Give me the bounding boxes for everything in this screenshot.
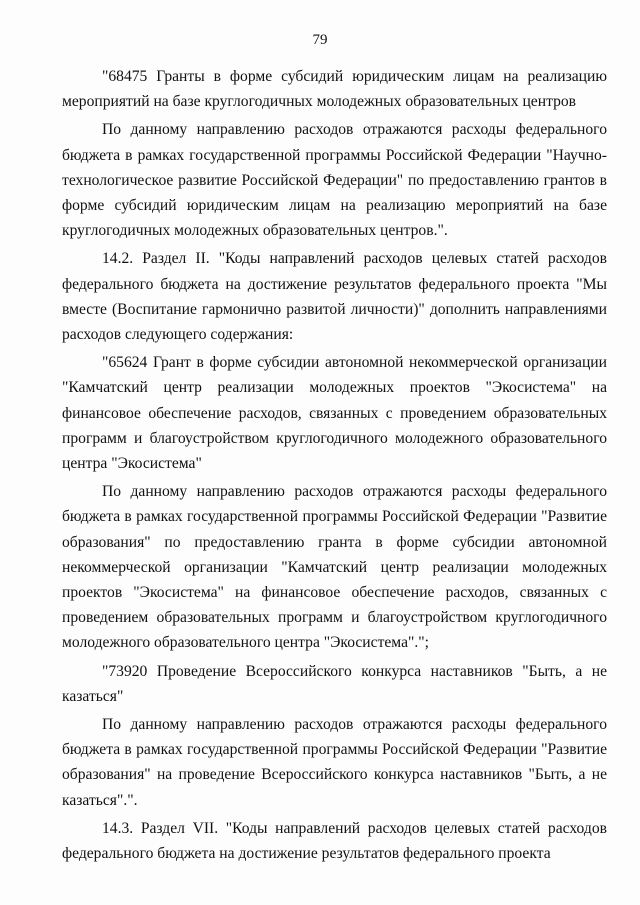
paragraph-14-3-section-vii: 14.3. Раздел VII. "Коды направлений расходов целевых статей расходов федерального бюджета на достижение результатов федерального проекта [62,819,607,863]
paragraph-14-2-section-ii: 14.2. Раздел II. "Коды направлений расходов целевых статей расходов федерального бюджета на достижение результатов федерального проекта "Мы вместе (Воспитание гармонично развитой личности)" дополнить направлениями расходов следующего содержания: [62,250,607,344]
page-number: 79 [312,32,328,48]
paragraph-73920-contest: "73920 Проведение Всероссийского конкурса наставников "Быть, а не казаться" [62,662,607,705]
paragraph-68475-grants: "68475 Гранты в форме субсидий юридическим лицам на реализацию мероприятий на базе круглогодичных молодежных образовательных центров [62,68,607,111]
paragraph-73920-description: По данному направлению расходов отражаются расходы федерального бюджета в рамках государственной программы Российской Федерации "Развитие образования" на проведение Всероссийского конкурса наставников "Быть, а не казаться".". [62,716,607,809]
document-body [62,64,607,869]
paragraph-65624-description: По данному направлению расходов отражаются расходы федерального бюджета в рамках государственной программы Российской Федерации "Развитие образования" по предоставлению гранта в форме субсидии автономной некоммерческой организации "Камчатский центр реализации молодежных проектов "Экосистема" на финансовое обеспечение расходов, связанных с проведением образовательных программ и благоустройством круглогодичного молодежного образовательного центра "Экосистема"."; [62,483,607,652]
paragraph-65624-grant: "65624 Грант в форме субсидии автономной некоммерческой организации "Камчатский центр реализации молодежных проектов "Экосистема" на финансовое обеспечение расходов, связанных с проведением образовательных программ и благоустройством круглогодичного молодежного образовательного центра "Экосистема" [62,354,607,473]
paragraph-68475-description: По данному направлению расходов отражаются расходы федерального бюджета в рамках государственной программы Российской Федерации "Научно-технологическое развитие Российской Федерации" по предоставлению грантов в форме субсидий юридическим лицам на реализацию мероприятий на базе круглогодичных молодежных образовательных центров.". [62,121,607,240]
